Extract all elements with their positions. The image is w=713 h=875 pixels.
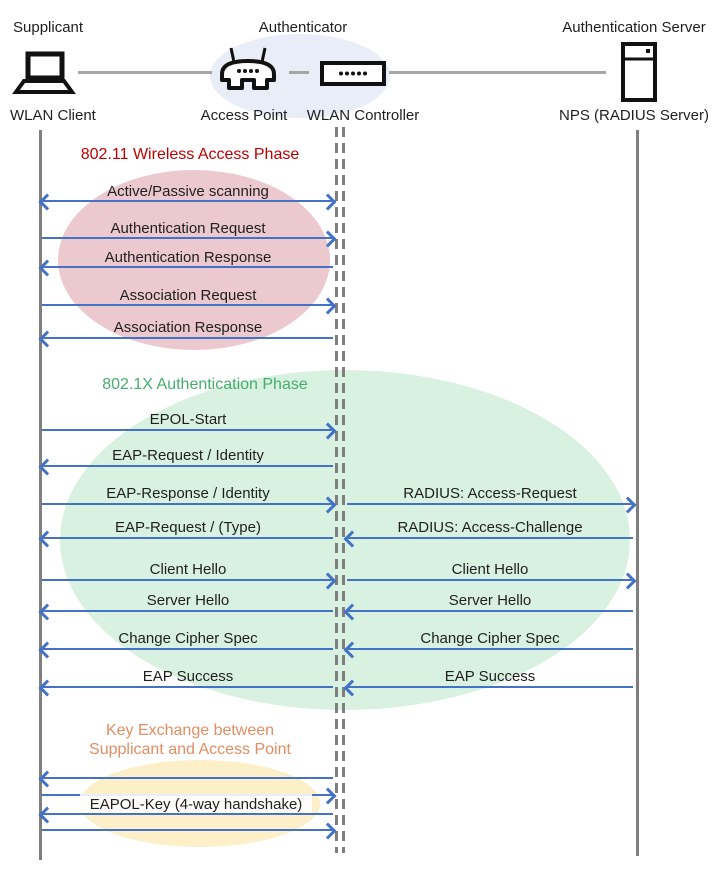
- message-arrow: [42, 337, 333, 339]
- wlan-controller-icon: [320, 61, 386, 86]
- message-arrow: [42, 686, 333, 688]
- arrowhead-right-icon: [320, 787, 337, 804]
- message-label: Association Request: [119, 287, 257, 304]
- connector-client-ap: [78, 71, 212, 74]
- actor-access-point: Access Point: [200, 107, 288, 124]
- message-label: Server Hello: [146, 592, 230, 609]
- handshake-label: EAPOL-Key (4-way handshake): [80, 794, 312, 814]
- message-arrow: [42, 648, 333, 650]
- message-label: Association Response: [113, 319, 263, 336]
- message-arrow: [347, 579, 633, 581]
- role-authentication-server: Authentication Server: [562, 19, 706, 36]
- message-label: RADIUS: Access-Challenge: [397, 519, 583, 536]
- phase-80211-title: 802.11 Wireless Access Phase: [80, 146, 300, 163]
- message-label: Server Hello: [448, 592, 532, 609]
- lifeline-controller-dashed-1: [335, 127, 338, 853]
- actor-wlan-controller: WLAN Controller: [306, 107, 420, 124]
- message-arrow: [42, 829, 333, 831]
- message-arrow: [42, 266, 333, 268]
- lifeline-controller-dashed-2: [342, 127, 345, 853]
- message-arrow: [42, 465, 333, 467]
- message-arrow: [42, 429, 333, 431]
- message-label: Client Hello: [149, 561, 227, 578]
- message-label: Authentication Response: [104, 249, 272, 266]
- message-label: EAP-Response / Identity: [106, 485, 270, 502]
- connector-controller-server: [389, 71, 606, 74]
- connector-ap-controller: [289, 71, 309, 74]
- message-arrow: [347, 503, 633, 505]
- message-arrow: [347, 686, 633, 688]
- role-authenticator: Authenticator: [258, 19, 348, 36]
- message-arrow: [42, 579, 333, 581]
- message-arrow: [42, 537, 333, 539]
- message-label: EAP Success: [444, 668, 536, 685]
- message-label: EPOL-Start: [149, 411, 227, 428]
- message-label: EAP-Request / Identity: [112, 447, 264, 464]
- message-label: RADIUS: Access-Request: [403, 485, 577, 502]
- message-arrow: [42, 610, 333, 612]
- arrowhead-right-icon: [320, 822, 337, 839]
- server-icon: [621, 42, 657, 102]
- phase-keyexchange-title-line2: Supplicant and Access Point: [89, 741, 291, 758]
- message-arrow: [42, 304, 333, 306]
- message-arrow: [42, 503, 333, 505]
- role-supplicant: Supplicant: [13, 19, 84, 36]
- message-label: EAP Success: [142, 668, 234, 685]
- access-point-icon: [218, 46, 278, 94]
- message-label: Change Cipher Spec: [118, 630, 258, 647]
- message-arrow: [347, 610, 633, 612]
- message-label: Active/Passive scanning: [107, 183, 269, 200]
- message-label: Client Hello: [451, 561, 529, 578]
- message-arrow: [42, 777, 333, 779]
- phase-8021x-title: 802.1X Authentication Phase: [102, 376, 308, 393]
- message-arrow: [42, 200, 333, 202]
- actor-wlan-client: WLAN Client: [10, 107, 96, 124]
- lifeline-nps: [636, 130, 639, 856]
- phase-keyexchange-title-line1: Key Exchange between: [105, 722, 275, 739]
- laptop-icon: [12, 51, 76, 95]
- arrowhead-right-icon: [320, 193, 337, 210]
- message-label: Authentication Request: [110, 220, 266, 237]
- message-arrow: [347, 648, 633, 650]
- message-label: EAP-Request / (Type): [115, 519, 261, 536]
- arrowhead-right-icon: [320, 297, 337, 314]
- message-label: Change Cipher Spec: [420, 630, 560, 647]
- actor-nps: NPS (RADIUS Server): [558, 107, 710, 124]
- message-arrow: [42, 237, 333, 239]
- message-arrow: [42, 813, 333, 815]
- message-arrow: [347, 537, 633, 539]
- lifeline-wlan-client: [39, 130, 42, 860]
